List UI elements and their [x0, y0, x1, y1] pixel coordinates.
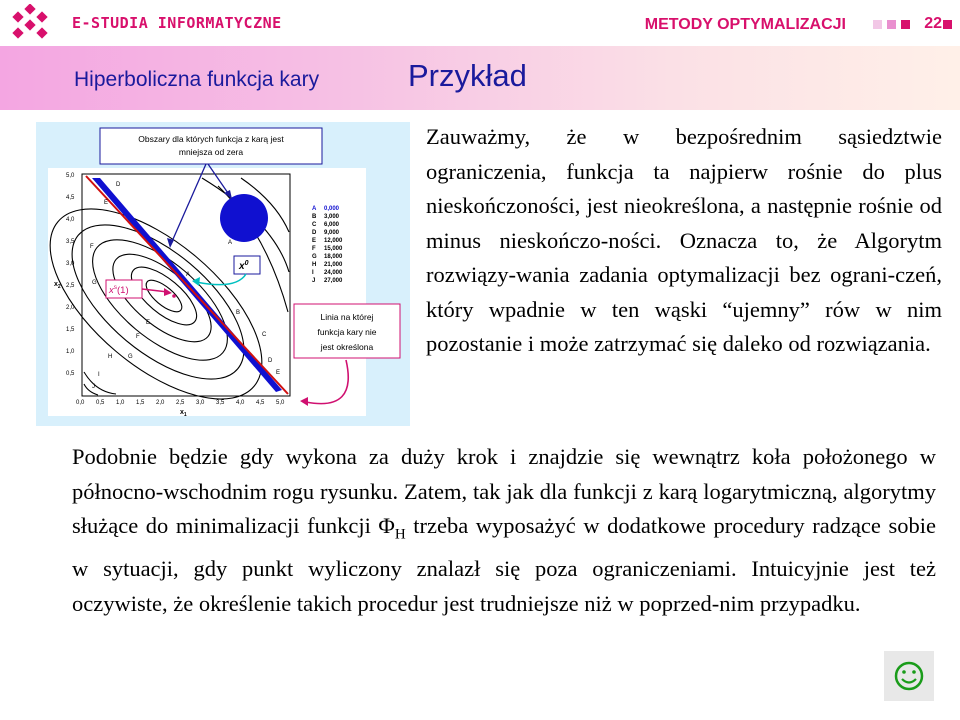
legend-value: 15,000	[324, 246, 343, 252]
legend-value: 27,000	[324, 278, 343, 284]
y-tick: 2,0	[66, 305, 75, 311]
svg-text:E: E	[104, 200, 109, 206]
svg-text:F: F	[90, 244, 94, 250]
callout-top-line: Obszary dla których funkcja z karą jest	[138, 134, 284, 144]
slide-subtitle: Hiperboliczna funkcja kary	[74, 68, 320, 91]
legend-key: G	[312, 254, 317, 260]
legend-key: F	[312, 246, 316, 252]
legend-value: 24,000	[324, 270, 343, 276]
svg-text:D: D	[268, 358, 273, 364]
x-axis-label: $x_1$	[180, 409, 187, 418]
x-tick: 0,0	[76, 400, 85, 406]
xs-label: $x^s(1)$	[109, 284, 129, 296]
progress-square	[887, 20, 896, 29]
phi-subscript: H	[394, 526, 406, 543]
svg-text:H: H	[108, 354, 113, 360]
legend-key: D	[312, 230, 317, 236]
bottom-paragraph	[72, 440, 936, 621]
legend-key: H	[312, 262, 317, 268]
negative-circle	[220, 194, 268, 242]
legend-key: E	[312, 238, 317, 244]
y-tick: 1,0	[66, 349, 75, 355]
progress-square	[873, 20, 882, 29]
logo-icon	[6, 4, 54, 42]
x-tick: 3,5	[216, 400, 225, 406]
callout-right-line: Linia na której	[320, 312, 374, 322]
legend-value: 18,000	[324, 254, 343, 260]
svg-text:E: E	[146, 320, 151, 326]
x-tick: 1,5	[136, 400, 145, 406]
legend-value: 3,000	[324, 214, 340, 220]
y-tick: 5,0	[66, 173, 75, 179]
bottom-text-before: Podobnie będzie gdy wykona za duży krok i znajdzie się wewnątrz koła położonego w północno-wschodnim rogu rysunku. Zatem, tak jak dla funkcji z karą logarytmiczną, algorytmy służące do minimalizacji funkcji	[72, 444, 936, 538]
y-tick: 3,5	[66, 239, 75, 245]
legend-value: 6,000	[324, 222, 340, 228]
contour-figure	[36, 122, 410, 426]
y-tick: 2,5	[66, 283, 75, 289]
legend-value: 21,000	[324, 262, 343, 268]
legend-value: 9,000	[324, 230, 340, 236]
legend-key: I	[312, 270, 314, 276]
x0-label: $x^0$	[239, 260, 249, 272]
x-tick: 4,0	[236, 400, 245, 406]
legend-key: B	[312, 214, 317, 220]
y-tick: 3,0	[66, 261, 75, 267]
svg-text:A: A	[228, 240, 233, 246]
y-axis-label: $x_2$	[54, 281, 61, 290]
y-tick: 1,5	[66, 327, 75, 333]
svg-text:E: E	[276, 370, 281, 376]
brand-name: E-STUDIA INFORMATYCZNE	[72, 14, 282, 32]
legend-key: C	[312, 222, 317, 228]
x-tick: 3,0	[196, 400, 205, 406]
svg-text:A: A	[186, 272, 191, 278]
bottom-text-after: trzeba wyposażyć w dodatkowe procedury radzące sobie w sytuacji, gdy punkt wyliczony znalazł się poza ograniczeniami. Intuicyjnie jest też oczywiste, że określenie takich procedur jest trudniejsze niż w poprzed-nim przypadku.	[72, 513, 936, 616]
svg-text:J: J	[92, 384, 95, 390]
legend-key: J	[312, 278, 316, 284]
svg-text:C: C	[262, 332, 267, 338]
xs-point	[172, 294, 176, 298]
callout-top-line: mniejsza od zera	[178, 147, 244, 157]
page-number: 22	[924, 15, 942, 32]
course-name: METODY OPTYMALIZACJI	[644, 16, 846, 33]
callout-right-line: jest określona	[320, 342, 374, 352]
svg-text:G: G	[128, 354, 133, 360]
progress-square	[901, 20, 910, 29]
slide-title: Przykład	[408, 58, 527, 93]
y-tick: 4,0	[66, 217, 75, 223]
legend-value: 0,000	[324, 206, 340, 212]
svg-text:B: B	[236, 310, 241, 316]
x-tick: 2,5	[176, 400, 185, 406]
page-square	[943, 20, 952, 29]
right-paragraph: Zauważmy, że w bezpośrednim sąsiedztwie ograniczenia, funkcja ta najpierw rośnie do plus nieskończoności, jest nieokreślona, a następnie rośnie od minus nieskończo-ności. Oznacza to, że Algorytm rozwiązy-wania zadania optymalizacji bez ograni-czeń, który wpadnie w ten wąski “ujemny” rów w nim pozostanie i może zatrzymać się daleko od rozwiązania.	[426, 124, 942, 356]
progress-squares	[873, 20, 910, 29]
x-tick: 1,0	[116, 400, 125, 406]
svg-text:F: F	[136, 334, 140, 340]
y-tick: 4,5	[66, 195, 75, 201]
legend-key: A	[312, 206, 317, 212]
svg-text:G: G	[92, 280, 97, 286]
legend-value: 12,000	[324, 238, 343, 244]
svg-text:D: D	[116, 182, 121, 188]
smiley-icon[interactable]	[884, 651, 934, 701]
y-tick: 0,5	[66, 371, 75, 377]
x-tick: 4,5	[256, 400, 265, 406]
phi-symbol: Φ	[378, 513, 395, 538]
x-tick: 5,0	[276, 400, 285, 406]
x-tick: 0,5	[96, 400, 105, 406]
callout-right-line: funkcja kary nie	[317, 327, 377, 337]
svg-text:I: I	[98, 372, 100, 378]
x-tick: 2,0	[156, 400, 165, 406]
